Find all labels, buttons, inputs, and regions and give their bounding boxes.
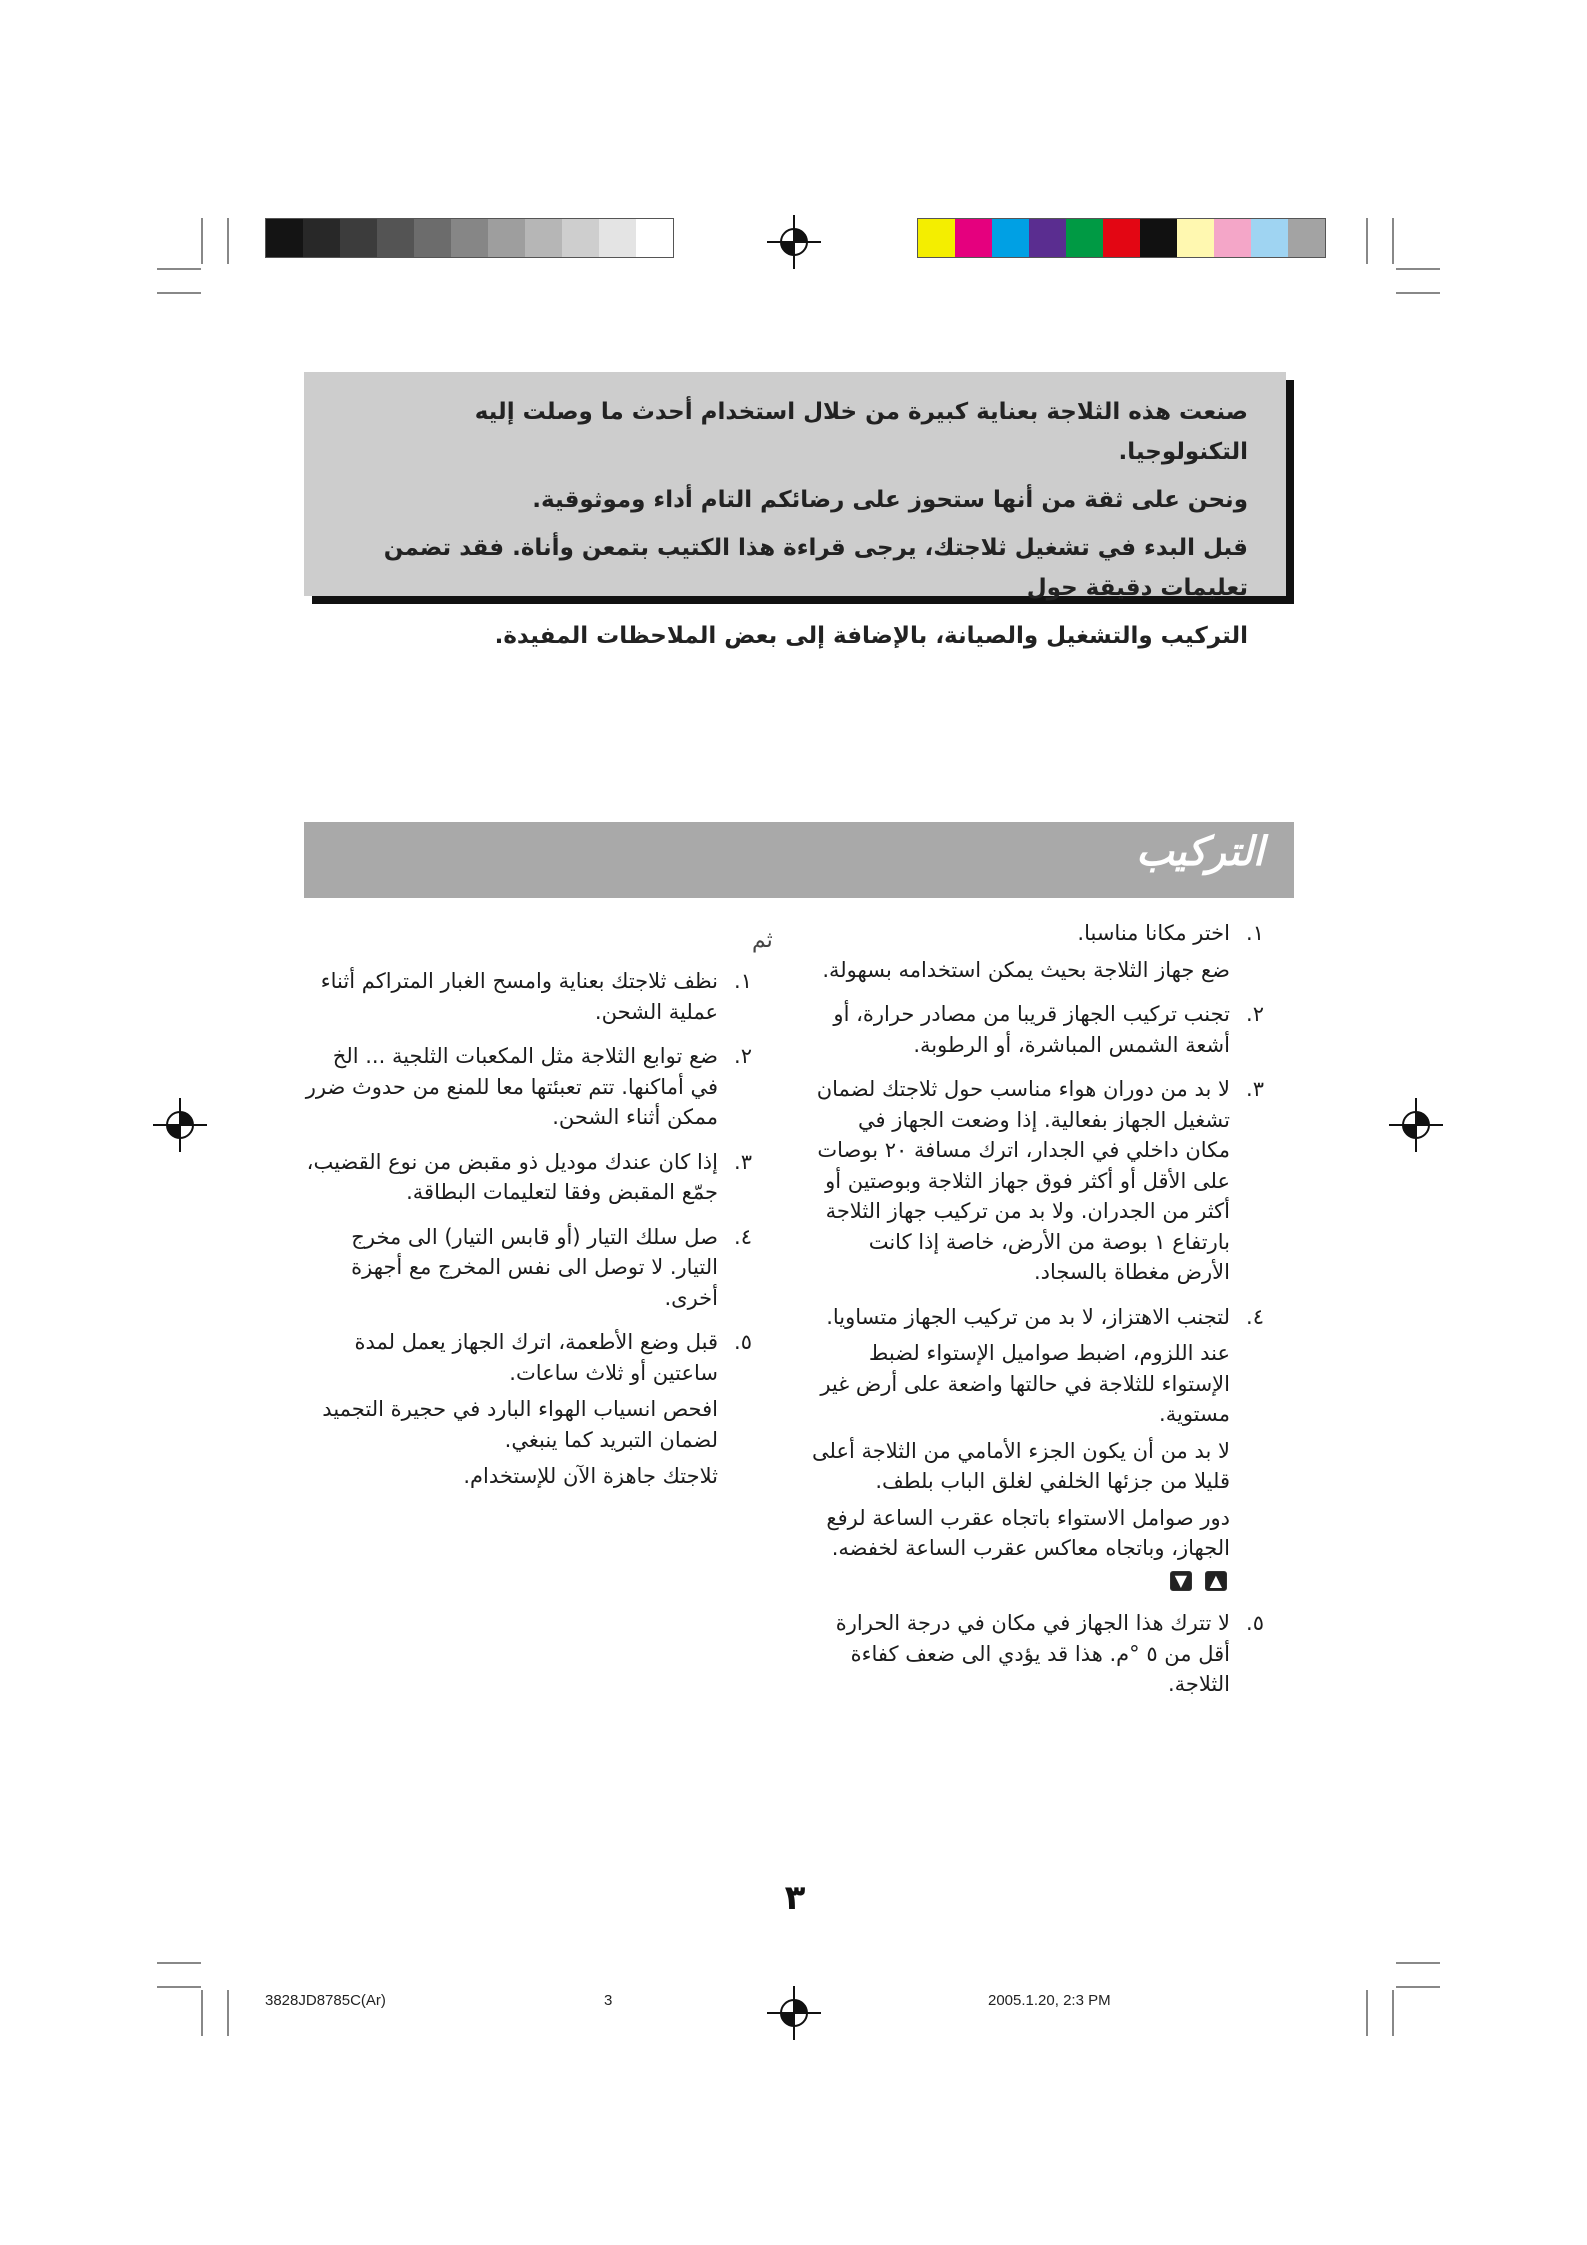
- crop-mark-top-left-h: [157, 268, 201, 270]
- item-number: ٢.: [734, 1044, 752, 1068]
- intro-line: صنعت هذه الثلاجة بعناية كبيرة من خلال استخدام أحدث ما وصلت إليه التكنولوجيا.: [474, 399, 1248, 465]
- item-text: اختر مكانا مناسبا.: [1077, 921, 1230, 945]
- list-item: [812, 999, 1264, 1060]
- installation-steps-left: [304, 966, 752, 1506]
- crop-mark-top-right-h: [1396, 268, 1440, 270]
- crop-mark-bottom-left-h2: [157, 1986, 201, 1988]
- crop-mark-bottom-left-h: [157, 1962, 201, 1964]
- item-text: إذا كان عندك موديل ذو مقبض من نوع القضيب، جمّع المقبض وفقا لتعليمات البطاقة.: [306, 1149, 718, 1204]
- registration-mark-icon: [767, 1986, 821, 2040]
- crop-mark-bottom-right-v2: [1392, 1990, 1394, 2036]
- calibration-swatch: [1140, 219, 1177, 257]
- intro-box: [304, 372, 1286, 649]
- calibration-swatch: [340, 219, 377, 257]
- crop-mark-top-left-h2: [157, 292, 201, 294]
- item-text: ضع توابع الثلاجة مثل المكعبات الثلجية ... الخ في أماكنها. تتم تعبئتها معا للمنع من حدوث ضرر ممكن أثناء الشحن.: [305, 1044, 718, 1129]
- crop-mark-top-right-h2: [1396, 292, 1440, 294]
- item-text: نظف ثلاجتك بعناية وامسح الغبار المتراكم أثناء عملية الشحن.: [320, 969, 718, 1024]
- footer-page: 3: [604, 1992, 613, 2009]
- crop-mark-bottom-right-h: [1396, 1962, 1440, 1964]
- list-item: [304, 1222, 752, 1314]
- page-number: ٣: [784, 1878, 806, 1918]
- footer-datetime: 2005.1.20, 2:3 PM: [988, 1992, 1111, 2009]
- calibration-swatch: [1103, 219, 1140, 257]
- calibration-swatch: [562, 219, 599, 257]
- registration-mark-icon: [1389, 1098, 1443, 1152]
- item-text: قبل وضع الأطعمة، اترك الجهاز يعمل لمدة ساعتين أو ثلاث ساعات.: [354, 1330, 718, 1385]
- calibration-swatch: [1288, 219, 1325, 257]
- registration-mark-icon: [767, 215, 821, 269]
- item-text: ضع جهاز الثلاجة بحيث يمكن استخدامه بسهولة.: [822, 957, 1230, 982]
- calibration-swatch: [266, 219, 303, 257]
- list-item: [304, 966, 752, 1027]
- item-text: لا تترك هذا الجهاز في مكان في درجة الحرارة أقل من ٥ °م. هذا قد يؤدي الى ضعف كفاءة الثلاجة.: [835, 1611, 1230, 1696]
- list-item: [812, 1302, 1264, 1595]
- crop-mark-bottom-right-h2: [1396, 1986, 1440, 1988]
- calibration-swatch: [992, 219, 1029, 257]
- intro-line: ونحن على ثقة من أنها ستحوز على رضائكم التام أداء وموثوقية.: [532, 487, 1248, 513]
- item-number: ٣.: [1246, 1077, 1264, 1101]
- item-text: لا بد من أن يكون الجزء الأمامي من الثلاجة أعلى قليلا من جزئها الخلفي لغلق الباب بلطف.: [812, 1438, 1230, 1493]
- crop-mark-bottom-left-v1: [201, 1990, 203, 2036]
- raise-arrow-icon: ▲: [1205, 1571, 1227, 1591]
- gray-calibration-bar: [265, 218, 674, 258]
- stray-glyph: ثم: [752, 928, 773, 953]
- calibration-swatch: [488, 219, 525, 257]
- calibration-swatch: [599, 219, 636, 257]
- item-number: ٣.: [734, 1149, 752, 1174]
- list-item: [812, 1074, 1264, 1288]
- crop-mark-bottom-right-v1: [1366, 1990, 1368, 2036]
- intro-line: التركيب والتشغيل والصيانة، بالإضافة إلى بعض الملاحظات المفيدة.: [494, 623, 1248, 649]
- calibration-swatch: [1214, 219, 1251, 257]
- list-item: [304, 1041, 752, 1133]
- calibration-swatch: [918, 219, 955, 257]
- item-text: لا بد من دوران هواء مناسب حول ثلاجتك لضمان تشغيل الجهاز بفعالية. إذا وضعت الجهاز في مكان داخلي في الجدار، اترك مسافة ٢٠ بوصات على الأقل أو أكثر فوق جهاز الثلاجة وبوصتين أو أكثر من الجدران. ولا بد من تركيب جهاز الثلاجة بارتفاع ١ بوصة من الأرض، خاصة إذا كانت الأرض مغطاة بالسجاد.: [816, 1077, 1230, 1284]
- item-text: لتجنب الاهتزاز، لا بد من تركيب الجهاز متساويا.: [826, 1304, 1230, 1329]
- list-item: [304, 1147, 752, 1208]
- crop-mark-bottom-left-v2: [227, 1990, 229, 2036]
- item-number: ٢.: [1246, 1002, 1264, 1026]
- item-text: تجنب تركيب الجهاز قريبا من مصادر حرارة، أو أشعة الشمس المباشرة، أو الرطوبة.: [833, 1002, 1230, 1057]
- item-text: [812, 1503, 1230, 1595]
- color-calibration-bar: [917, 218, 1326, 258]
- item-number: ١.: [734, 969, 752, 993]
- section-header: [304, 822, 1294, 898]
- section-title: التركيب: [1136, 828, 1264, 875]
- calibration-swatch: [377, 219, 414, 257]
- item-number: ٤.: [1246, 1304, 1264, 1329]
- item-number: ١.: [1246, 921, 1264, 945]
- item-number: ٥.: [734, 1330, 752, 1354]
- list-item: [304, 1327, 752, 1492]
- calibration-swatch: [1177, 219, 1214, 257]
- calibration-swatch: [414, 219, 451, 257]
- calibration-swatch: [1066, 219, 1103, 257]
- list-item: [812, 918, 1264, 985]
- intro-line: قبل البدء في تشغيل ثلاجتك، يرجى قراءة هذا الكتيب بتمعن وأناة. فقد تضمن تعليمات دقيقة حول: [383, 535, 1248, 601]
- crop-mark-top-left-v1: [201, 218, 203, 264]
- calibration-swatch: [303, 219, 340, 257]
- item-text-part: دور صوامل الاستواء باتجاه عقرب الساعة لرفع الجهاز، وباتجاه معاكس عقرب الساعة لخفضه.: [826, 1505, 1230, 1560]
- crop-mark-top-left-v2: [227, 218, 229, 264]
- calibration-swatch: [955, 219, 992, 257]
- item-text: افحص انسياب الهواء البارد في حجيرة التجميد لضمان التبريد كما ينبغي.: [322, 1397, 718, 1452]
- calibration-swatch: [636, 219, 673, 257]
- item-number: ٤.: [734, 1224, 752, 1249]
- list-item: [812, 1608, 1264, 1700]
- calibration-swatch: [525, 219, 562, 257]
- calibration-swatch: [451, 219, 488, 257]
- item-number: ٥.: [1246, 1611, 1264, 1635]
- item-text: ثلاجتك جاهزة الآن للإستخدام.: [463, 1464, 718, 1488]
- calibration-swatch: [1029, 219, 1066, 257]
- lower-arrow-icon: ▼: [1170, 1571, 1192, 1591]
- item-text: صل سلك التيار (أو قابس التيار) الى مخرج التيار. لا توصل الى نفس المخرج مع أجهزة أخرى.: [351, 1224, 718, 1310]
- crop-mark-top-right-v1: [1366, 218, 1368, 264]
- calibration-swatch: [1251, 219, 1288, 257]
- crop-mark-top-right-v2: [1392, 218, 1394, 264]
- registration-mark-icon: [153, 1098, 207, 1152]
- installation-steps-right: [812, 918, 1264, 1714]
- item-text: عند اللزوم، اضبط صواميل الإستواء لضبط الإستواء للثلاجة في حالتها واضعة على أرض غير مستوية.: [820, 1341, 1230, 1426]
- footer-doc-code: 3828JD8785C(Ar): [265, 1992, 386, 2009]
